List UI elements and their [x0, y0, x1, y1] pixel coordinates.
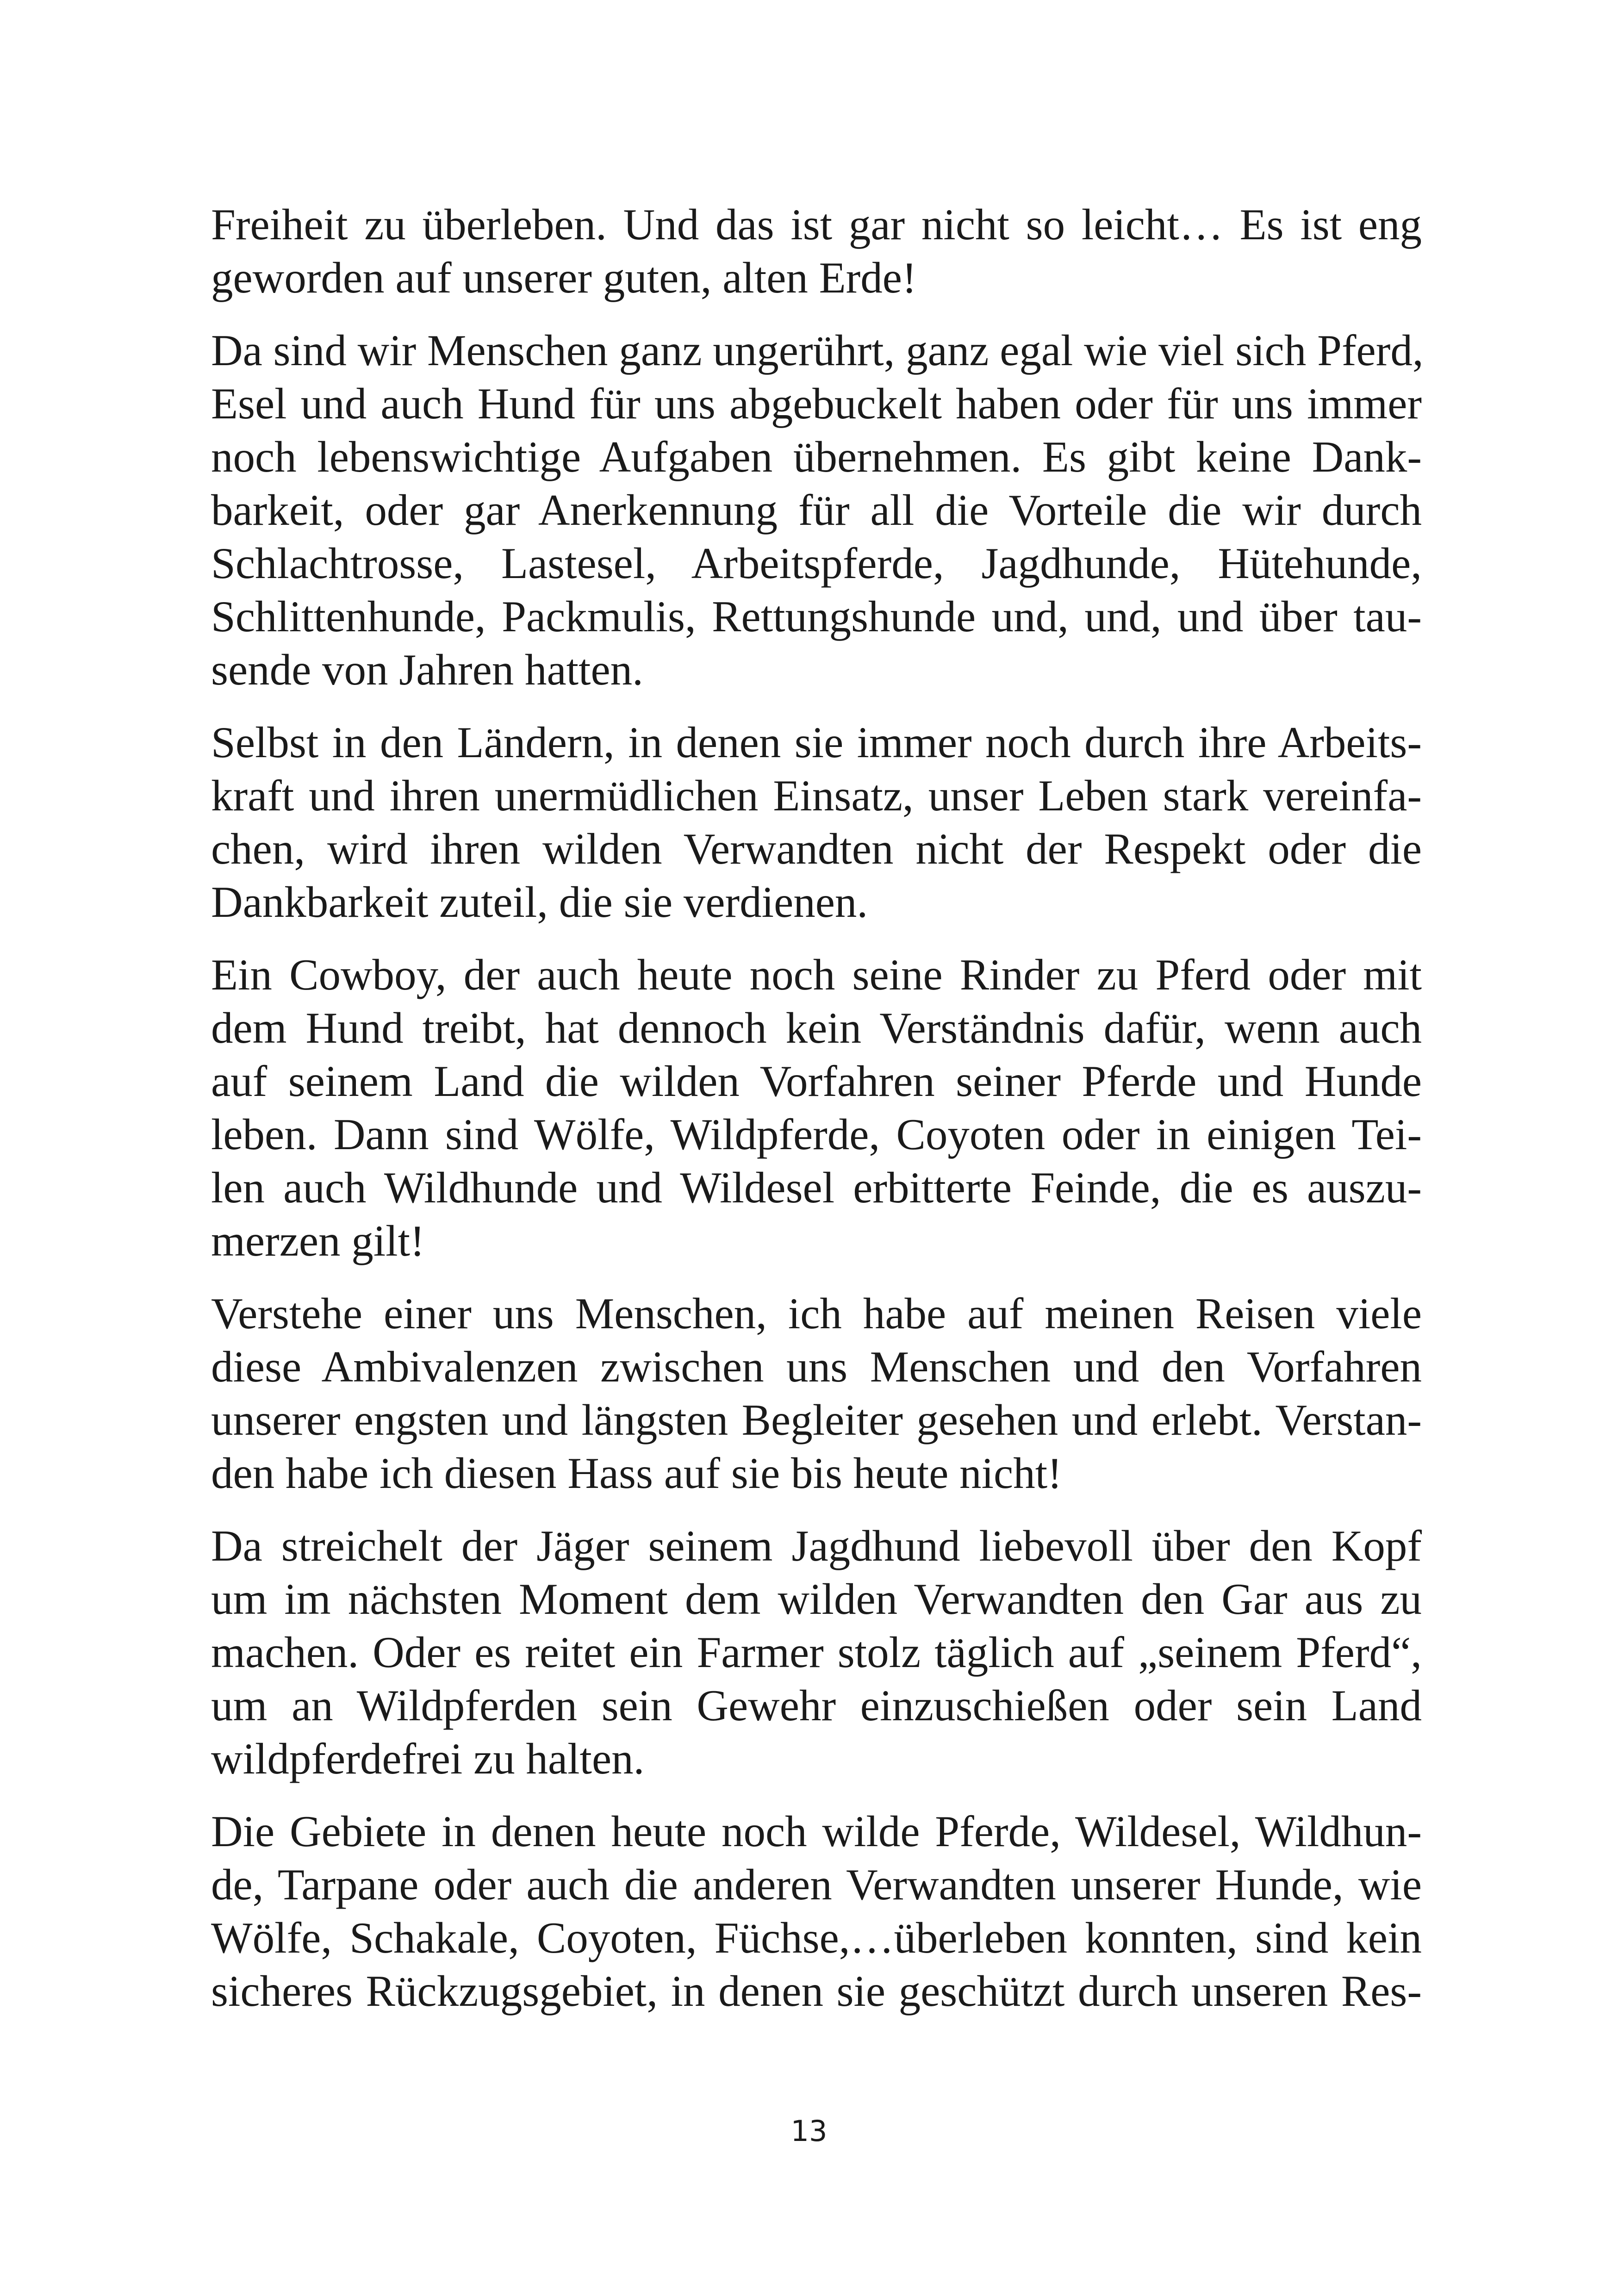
text-line: wildpferdefrei zu halten.	[211, 1734, 645, 1783]
paragraph-6	[211, 1519, 1422, 1786]
text-line: auf seinem Land die wilden Vorfahren seiner Pferde und Hunde	[211, 1057, 1422, 1106]
text-line: unserer engsten und längsten Begleiter gesehen und erlebt. Verstan-	[211, 1395, 1422, 1444]
paragraph-4	[211, 948, 1422, 1268]
text-line: Schlachtrosse, Lastesel, Arbeitspferde, Jagdhunde, Hütehunde,	[211, 539, 1422, 588]
text-line: Dankbarkeit zuteil, die sie verdienen.	[211, 877, 868, 927]
text-line: kraft und ihren unermüdlichen Einsatz, unser Leben stark vereinfa-	[211, 771, 1422, 820]
text-line: leben. Dann sind Wölfe, Wildpferde, Coyoten oder in einigen Tei-	[211, 1110, 1422, 1159]
text-line: dem Hund treibt, hat dennoch kein Verständnis dafür, wenn auch	[211, 1003, 1422, 1052]
text-line: Schlittenhunde, Packmulis, Rettungshunde und, und, und über tau-	[211, 592, 1422, 641]
paragraph-5	[211, 1287, 1422, 1500]
text-line: Selbst in den Ländern, in denen sie immer noch durch ihre Arbeits-	[211, 718, 1422, 767]
text-line: Verstehe einer uns Menschen, ich habe auf meinen Reisen viele	[211, 1289, 1422, 1338]
text-line: den habe ich diesen Hass auf sie bis heute nicht!	[211, 1449, 1062, 1498]
text-line: Die Gebiete in denen heute noch wilde Pferde, Wildesel, Wildhun-	[211, 1807, 1422, 1856]
paragraph-2	[211, 324, 1422, 697]
text-line: um an Wildpferden sein Gewehr einzuschießen oder sein Land	[211, 1681, 1422, 1730]
text-line: len auch Wildhunde und Wildesel erbitterte Feinde, die es auszu-	[211, 1163, 1422, 1212]
text-line: noch lebenswichtige Aufgaben übernehmen. Es gibt keine Dank-	[211, 432, 1422, 481]
text-line: Freiheit zu überleben. Und das ist gar nicht so leicht… Es ist eng	[211, 200, 1422, 249]
text-line: merzen gilt!	[211, 1216, 425, 1265]
body-text	[211, 198, 1422, 2037]
text-line: Da streichelt der Jäger seinem Jagdhund liebevoll über den Kopf	[211, 1521, 1422, 1570]
paragraph-1	[211, 198, 1422, 305]
text-line: Da sind wir Menschen ganz ungerührt, ganz egal wie viel sich Pferd,	[211, 326, 1424, 375]
text-line: sicheres Rückzugsgebiet, in denen sie geschützt durch unseren Res-	[211, 1966, 1422, 2016]
paragraph-3	[211, 716, 1422, 929]
text-line: Esel und auch Hund für uns abgebuckelt haben oder für uns immer	[211, 379, 1422, 428]
text-line: um im nächsten Moment dem wilden Verwandten den Gar aus zu	[211, 1574, 1422, 1624]
page-number: 13	[790, 2114, 828, 2148]
text-line: machen. Oder es reitet ein Farmer stolz täglich auf „seinem Pferd“,	[211, 1628, 1422, 1677]
text-line: chen, wird ihren wilden Verwandten nicht der Respekt oder die	[211, 824, 1422, 873]
paragraph-7	[211, 1805, 1422, 2018]
text-line: barkeit, oder gar Anerkennung für all die Vorteile die wir durch	[211, 485, 1422, 535]
text-line: Ein Cowboy, der auch heute noch seine Rinder zu Pferd oder mit	[211, 950, 1422, 999]
text-line: sende von Jahren hatten.	[211, 645, 643, 694]
text-line: Wölfe, Schakale, Coyoten, Füchse,…überleben konnten, sind kein	[211, 1913, 1422, 1962]
text-line: diese Ambivalenzen zwischen uns Menschen und den Vorfahren	[211, 1342, 1422, 1391]
text-line: geworden auf unserer guten, alten Erde!	[211, 253, 917, 302]
text-line: de, Tarpane oder auch die anderen Verwandten unserer Hunde, wie	[211, 1860, 1422, 1909]
